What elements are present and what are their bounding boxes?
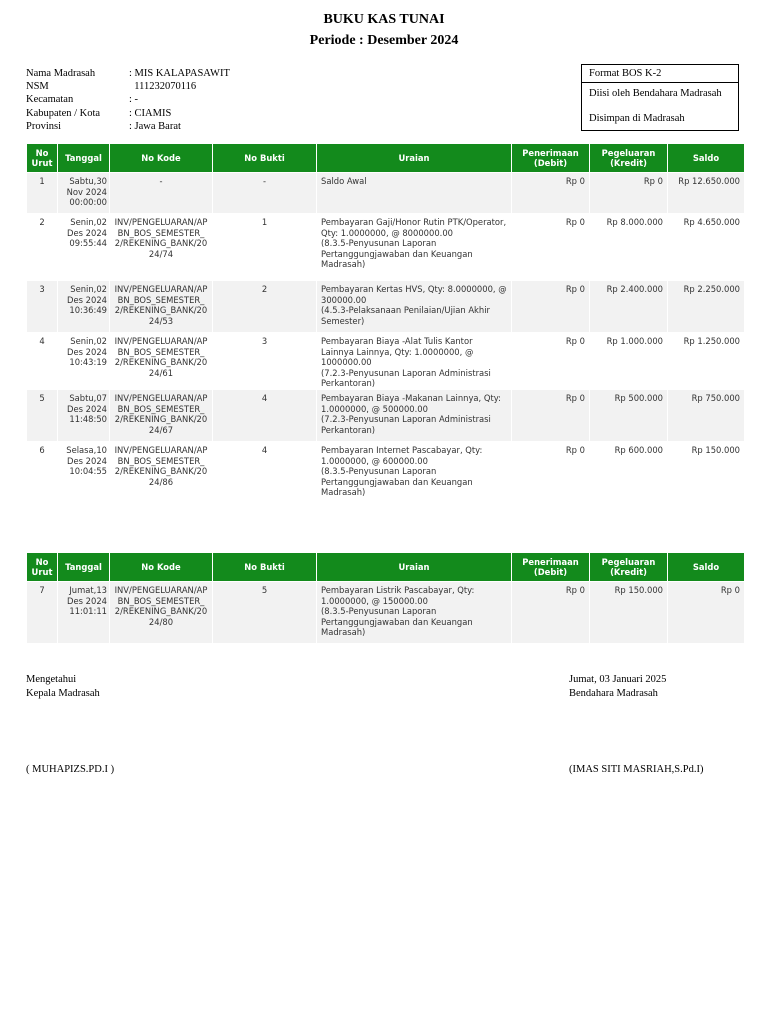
cell-tanggal: Senin,02 Des 2024 10:36:49	[58, 281, 110, 333]
format-box	[581, 64, 739, 131]
info-row	[26, 120, 230, 133]
cell-debit: Rp 0	[512, 441, 590, 502]
cell-saldo: Rp 4.650.000	[668, 214, 745, 281]
cell-uraian: Pembayaran Kertas HVS, Qty: 8.0000000, @ 300000.00 (4.5.3-Pelaksanaan Penilaian/Ujian Akhir Semester)	[317, 281, 512, 333]
table-row	[27, 389, 745, 441]
cell-saldo: Rp 150.000	[668, 441, 745, 502]
cash-book-table	[26, 143, 745, 503]
cell-uraian: Saldo Awal	[317, 173, 512, 214]
signature-right	[569, 673, 666, 700]
cell-no-bukti: 1	[213, 214, 317, 281]
info-value: 111232070116	[129, 81, 197, 93]
cell-no-bukti: 4	[213, 389, 317, 441]
cell-tanggal: Sabtu,07 Des 2024 11:48:50	[58, 389, 110, 441]
cell-debit: Rp 0	[512, 281, 590, 333]
info-label: Provinsi	[26, 120, 62, 132]
cell-no: 3	[27, 281, 58, 333]
table-header-row	[27, 144, 745, 173]
cell-tanggal: Jumat,13 Des 2024 11:01:11	[58, 582, 110, 644]
cell-no: 4	[27, 333, 58, 390]
cell-kredit: Rp 600.000	[590, 441, 668, 502]
col-header-tanggal: Tanggal	[58, 553, 110, 582]
headmaster-name: ( MUHAPIZS.PD.I )	[26, 764, 115, 775]
col-header-no-bukti: No Bukti	[213, 144, 317, 173]
cell-kredit: Rp 1.000.000	[590, 333, 668, 390]
format-label: Format BOS K-2	[582, 65, 738, 83]
cell-saldo: Rp 12.650.000	[668, 173, 745, 214]
cell-no: 2	[27, 214, 58, 281]
info-label: Kecamatan	[26, 94, 74, 106]
table-row	[27, 582, 745, 644]
cell-no-kode: INV/PENGELUARAN/APBN_BOS_SEMESTER_2/REKENING_BANK/2024/67	[110, 389, 213, 441]
info-row	[26, 80, 230, 93]
info-label: NSM	[26, 81, 49, 93]
school-info	[26, 67, 230, 133]
cell-no: 7	[27, 582, 58, 644]
info-value: : CIAMIS	[129, 107, 172, 119]
cell-uraian: Pembayaran Biaya -Alat Tulis Kantor Lainnya Lainnya, Qty: 1.0000000, @ 1000000.00 (7.2.3-Penyusunan Laporan Administrasi Perkantoran)	[317, 333, 512, 390]
cell-saldo: Rp 1.250.000	[668, 333, 745, 390]
col-header-penerimaan: Penerimaan (Debit)	[512, 144, 590, 173]
cell-debit: Rp 0	[512, 214, 590, 281]
col-header-tanggal: Tanggal	[58, 144, 110, 173]
cell-kredit: Rp 150.000	[590, 582, 668, 644]
table-row	[27, 441, 745, 502]
table-row	[27, 333, 745, 390]
cell-no: 5	[27, 389, 58, 441]
cell-tanggal: Sabtu,30 Nov 2024 00:00:00	[58, 173, 110, 214]
cash-book-table-continued	[26, 552, 745, 644]
cell-saldo: Rp 0	[668, 582, 745, 644]
cell-tanggal: Senin,02 Des 2024 09:55:44	[58, 214, 110, 281]
col-header-no-kode: No Kode	[110, 144, 213, 173]
col-header-no-bukti: No Bukti	[213, 553, 317, 582]
table-header-row	[27, 553, 745, 582]
period-title: Periode : Desember 2024	[309, 33, 459, 48]
cell-uraian: Pembayaran Listrik Pascabayar, Qty: 1.0000000, @ 150000.00 (8.3.5-Penyusunan Laporan Pertanggungjawaban dan Keuangan Madrasah)	[317, 582, 512, 644]
kept-at-label: Disimpan di Madrasah	[589, 113, 685, 124]
col-header-uraian: Uraian	[317, 553, 512, 582]
cell-saldo: Rp 750.000	[668, 389, 745, 441]
cell-no-kode: INV/PENGELUARAN/APBN_BOS_SEMESTER_2/REKENING_BANK/2024/86	[110, 441, 213, 502]
col-header-pengeluaran: Pegeluaran (Kredit)	[590, 553, 668, 582]
page-title: BUKU KAS TUNAI	[323, 12, 445, 27]
cell-uraian: Pembayaran Biaya -Makanan Lainnya, Qty: 1.0000000, @ 500000.00 (7.2.3-Penyusunan Laporan Administrasi Perkantoran)	[317, 389, 512, 441]
col-header-uraian: Uraian	[317, 144, 512, 173]
table-row	[27, 281, 745, 333]
table-row	[27, 214, 745, 281]
cell-debit: Rp 0	[512, 333, 590, 390]
cell-kredit: Rp 500.000	[590, 389, 668, 441]
cell-no-bukti: -	[213, 173, 317, 214]
cell-kredit: Rp 2.400.000	[590, 281, 668, 333]
cell-no-kode: INV/PENGELUARAN/APBN_BOS_SEMESTER_2/REKENING_BANK/2024/61	[110, 333, 213, 390]
col-header-no: No Urut	[27, 553, 58, 582]
cell-no-bukti: 3	[213, 333, 317, 390]
cell-no-bukti: 5	[213, 582, 317, 644]
acknowledged-label: Mengetahui	[26, 674, 77, 685]
col-header-penerimaan: Penerimaan (Debit)	[512, 553, 590, 582]
headmaster-label: Kepala Madrasah	[26, 687, 100, 699]
info-row	[26, 93, 230, 106]
col-header-pengeluaran: Pegeluaran (Kredit)	[590, 144, 668, 173]
cell-debit: Rp 0	[512, 389, 590, 441]
info-value: : -	[129, 94, 139, 106]
info-row	[26, 67, 230, 80]
col-header-saldo: Saldo	[668, 553, 745, 582]
info-label: Nama Madrasah	[26, 68, 96, 79]
cell-tanggal: Senin,02 Des 2024 10:43:19	[58, 333, 110, 390]
info-value: : Jawa Barat	[129, 120, 181, 132]
info-value: : MIS KALAPASAWIT	[129, 68, 230, 79]
cell-no: 1	[27, 173, 58, 214]
filled-by-label: Diisi oleh Bendahara Madrasah	[589, 88, 722, 99]
cell-no: 6	[27, 441, 58, 502]
cell-uraian: Pembayaran Internet Pascabayar, Qty: 1.0000000, @ 600000.00 (8.3.5-Penyusunan Laporan Pertanggungjawaban dan Keuangan Madrasah)	[317, 441, 512, 502]
col-header-no: No Urut	[27, 144, 58, 173]
cell-uraian: Pembayaran Gaji/Honor Rutin PTK/Operator, Qty: 1.0000000, @ 8000000.00 (8.3.5-Penyusunan Laporan Pertanggungjawaban dan Keuangan Madrasah)	[317, 214, 512, 281]
cell-no-kode: INV/PENGELUARAN/APBN_BOS_SEMESTER_2/REKENING_BANK/2024/80	[110, 582, 213, 644]
col-header-no-kode: No Kode	[110, 553, 213, 582]
cell-saldo: Rp 2.250.000	[668, 281, 745, 333]
signature-left	[26, 673, 100, 700]
cell-kredit: Rp 8.000.000	[590, 214, 668, 281]
cell-tanggal: Selasa,10 Des 2024 10:04:55	[58, 441, 110, 502]
cell-no-kode: INV/PENGELUARAN/APBN_BOS_SEMESTER_2/REKENING_BANK/2024/74	[110, 214, 213, 281]
cell-no-kode: -	[110, 173, 213, 214]
col-header-saldo: Saldo	[668, 144, 745, 173]
cell-no-bukti: 2	[213, 281, 317, 333]
info-row	[26, 107, 230, 120]
table-row	[27, 173, 745, 214]
treasurer-name: (IMAS SITI MASRIAH,S.Pd.I)	[569, 764, 704, 775]
cell-debit: Rp 0	[512, 173, 590, 214]
info-label: Kabupaten / Kota	[26, 107, 101, 119]
cell-no-bukti: 4	[213, 441, 317, 502]
cell-no-kode: INV/PENGELUARAN/APBN_BOS_SEMESTER_2/REKENING_BANK/2024/53	[110, 281, 213, 333]
sign-date: Jumat, 03 Januari 2025	[569, 674, 667, 685]
cell-debit: Rp 0	[512, 582, 590, 644]
cell-kredit: Rp 0	[590, 173, 668, 214]
treasurer-label: Bendahara Madrasah	[569, 687, 658, 699]
